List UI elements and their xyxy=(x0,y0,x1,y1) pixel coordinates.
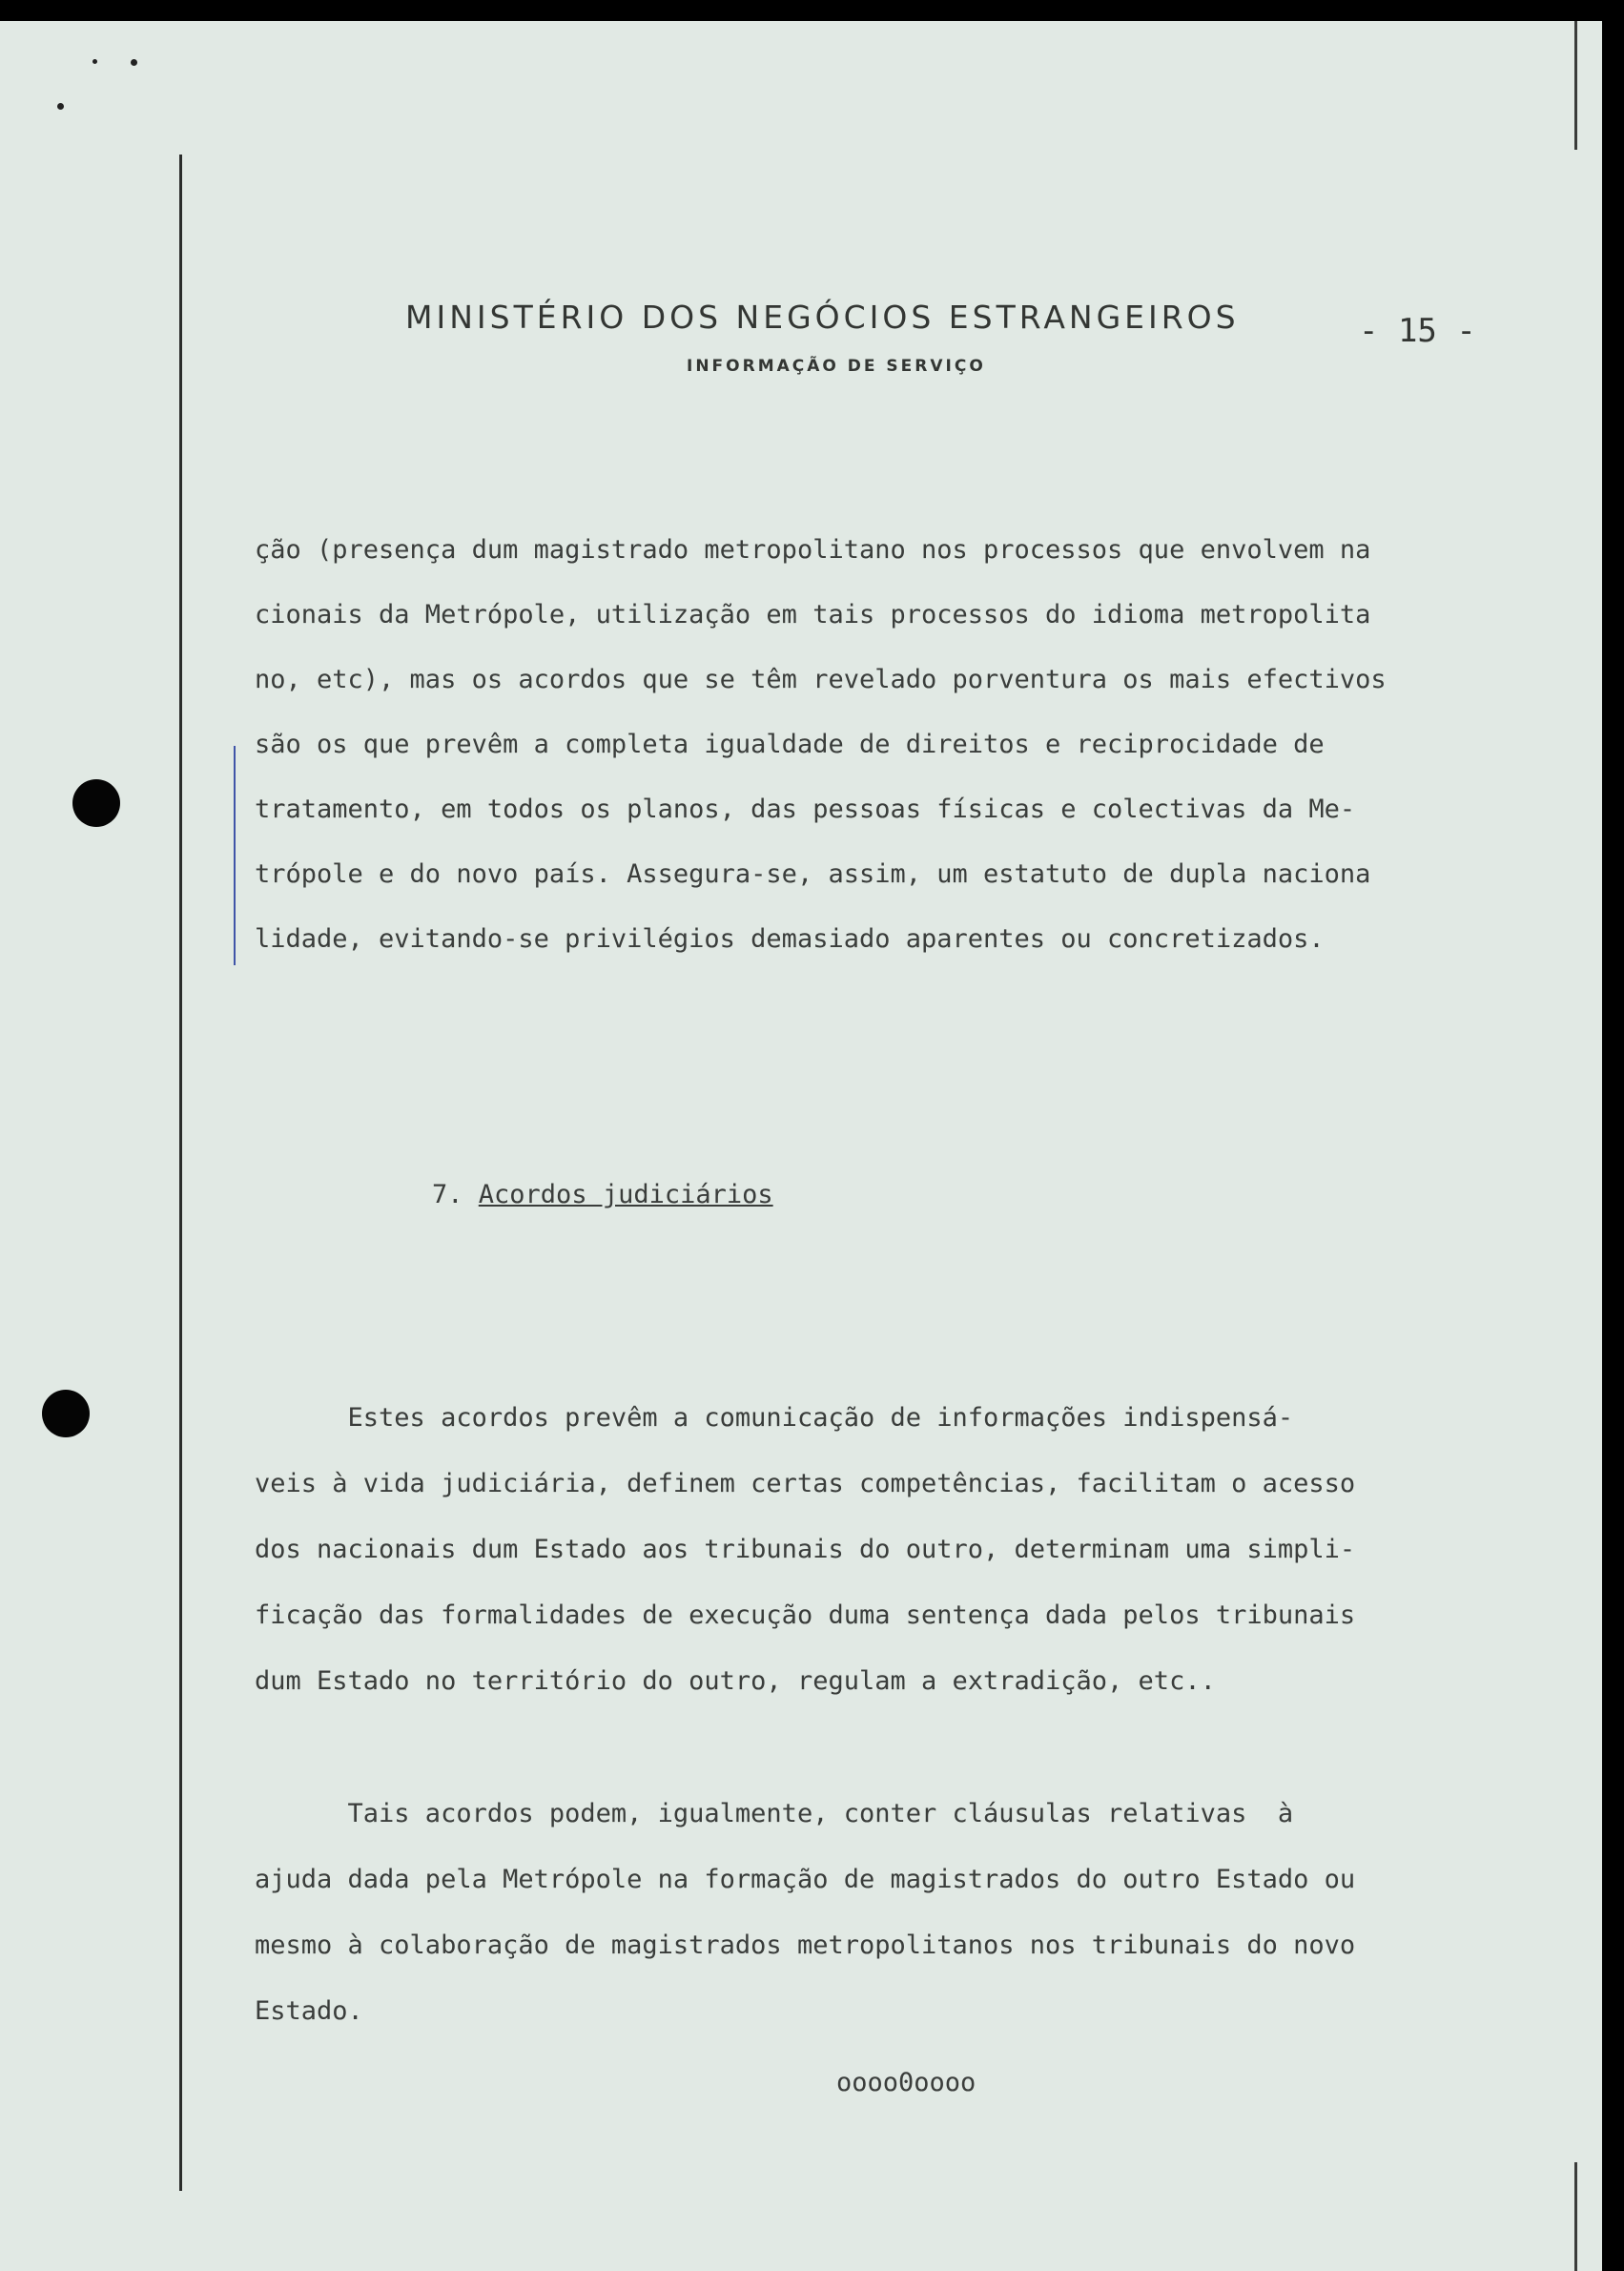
punch-hole-top xyxy=(72,779,120,827)
text-line: cionais da Metrópole, utilização em tais processos do idioma metropolita xyxy=(255,600,1371,630)
text-line: ajuda dada pela Metrópole na formação de magistrados do outro Estado ou xyxy=(255,1865,1356,1894)
section-heading xyxy=(432,1180,773,1209)
text-line: dos nacionais dum Estado aos tribunais do outro, determinam uma simpli- xyxy=(255,1535,1356,1564)
text-line: Estado. xyxy=(255,1996,363,2026)
text-line: dum Estado no território do outro, regulam a extradição, etc.. xyxy=(255,1666,1216,1696)
right-edge-line-bottom xyxy=(1574,2162,1577,2271)
text-line: Tais acordos podem, igualmente, conter cláusulas relativas à xyxy=(255,1799,1294,1828)
text-line: no, etc), mas os acordos que se têm revelado porventura os mais efectivos xyxy=(255,665,1387,694)
punch-hole-bottom xyxy=(42,1390,90,1437)
margin-pen-mark xyxy=(234,746,236,965)
text-line: são os que prevêm a completa igualdade de direitos e reciprocidade de xyxy=(255,730,1325,759)
document-page xyxy=(0,21,1602,2271)
text-line: Estes acordos prevêm a comunicação de informações indispensá- xyxy=(255,1403,1294,1433)
text-line: tratamento, em todos os planos, das pessoas físicas e colectivas da Me- xyxy=(255,795,1356,824)
page-number: - 15 - xyxy=(1359,312,1476,350)
ink-speck xyxy=(93,59,97,64)
text-line: ficação das formalidades de execução duma sentença dada pelos tribunais xyxy=(255,1600,1356,1630)
right-edge-line-top xyxy=(1574,21,1577,150)
text-line: mesmo à colaboração de magistrados metropolitanos nos tribunais do novo xyxy=(255,1930,1356,1960)
ink-speck xyxy=(131,59,137,66)
section-number: 7. xyxy=(432,1180,463,1209)
service-subtitle: INFORMAÇÃO DE SERVIÇO xyxy=(687,357,986,376)
text-line: trópole e do novo país. Assegura-se, assim, um estatuto de dupla naciona xyxy=(255,859,1371,889)
text-line: lidade, evitando-se privilégios demasiado aparentes ou concretizados. xyxy=(255,924,1325,954)
ink-speck xyxy=(57,103,64,110)
text-line: ção (presença dum magistrado metropolitano nos processos que envolvem na xyxy=(255,535,1371,565)
ministry-title: MINISTÉRIO DOS NEGÓCIOS ESTRANGEIROS xyxy=(405,299,1240,336)
text-line: veis à vida judiciária, definem certas competências, facilitam o acesso xyxy=(255,1469,1356,1498)
left-margin-rule xyxy=(179,155,182,2191)
end-of-text-mark: oooo0oooo xyxy=(836,2068,976,2097)
section-title: Acordos judiciários xyxy=(478,1180,773,1209)
